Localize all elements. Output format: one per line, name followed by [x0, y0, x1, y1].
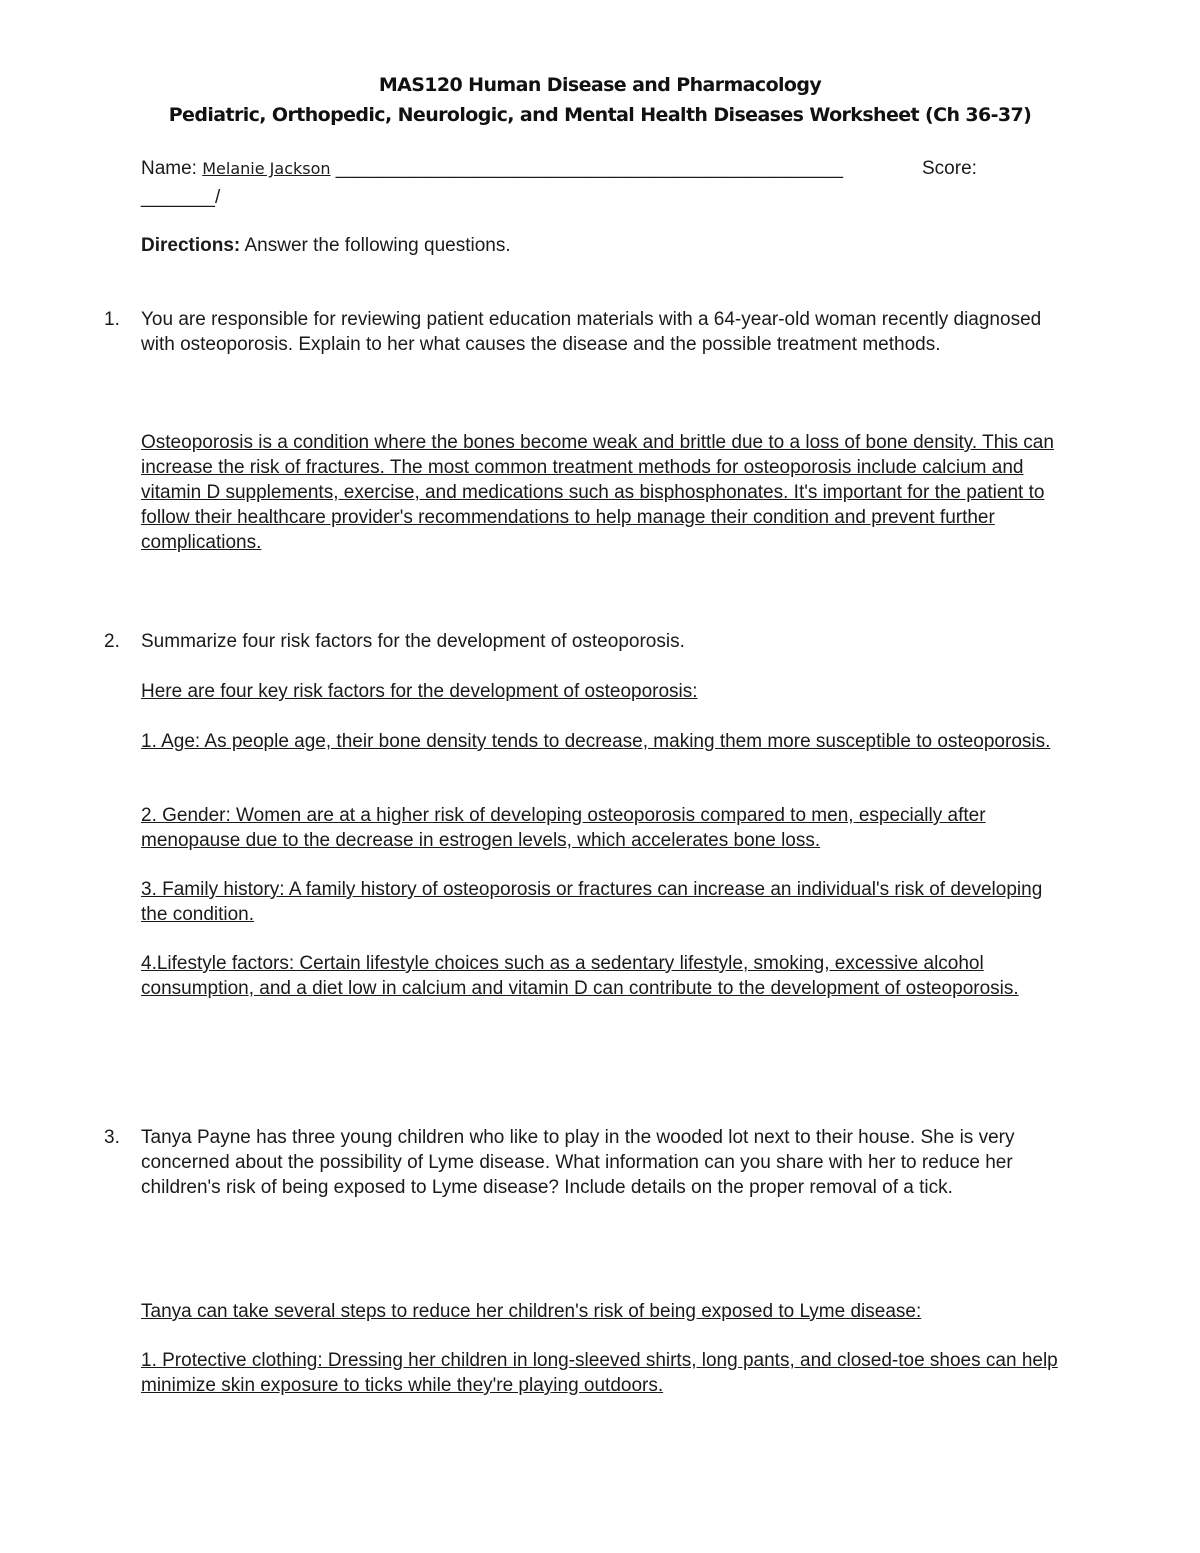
answer-paragraph: 3. Family history: A family history of osteoporosis or fractures can increase an individual's risk of developing the condition.	[141, 879, 1043, 925]
answer-paragraph: 2. Gender: Women are at a higher risk of developing osteoporosis compared to men, especially after menopause due to the decrease in estrogen levels, which accelerates bone loss.	[141, 805, 986, 851]
course-title: MAS120 Human Disease and Pharmacology	[378, 74, 822, 96]
question-number: 1.	[104, 309, 120, 330]
question-number: 2.	[104, 631, 120, 652]
answer-paragraph: Here are four key risk factors for the development of osteoporosis:	[141, 681, 698, 702]
directions-label: Directions:	[141, 235, 241, 256]
directions-text: Answer the following questions.	[240, 235, 511, 256]
name-line	[141, 156, 1041, 182]
question-text: Tanya Payne has three young children who like to play in the wooded lot next to their house. She is very concerned about the possibility of Lyme disease. What information can you share with her to reduce her children's risk of being exposed to Lyme disease? Include details on the proper removal of a tick.	[141, 1127, 1015, 1198]
question-number: 3.	[104, 1127, 120, 1148]
answer-paragraph: 4.Lifestyle factors: Certain lifestyle choices such as a sedentary lifestyle, smoking, excessive alcohol consumption, and a diet low in calcium and vitamin D can contribute to the development of osteoporosis.	[141, 953, 1019, 999]
score-label: Score:	[922, 158, 977, 179]
answer-paragraph: Osteoporosis is a condition where the bones become weak and brittle due to a loss of bone density. This can increase the risk of fractures. The most common treatment methods for osteoporosis include calcium and vitamin D supplements, exercise, and medications such as bisphosphonates. It's important for the patient to follow their healthcare provider's recommendations to help manage their condition and prevent further complications.	[141, 432, 1054, 553]
score-blank: _______/	[141, 187, 221, 208]
question-text: You are responsible for reviewing patient education materials with a 64-year-old woman recently diagnosed with osteoporosis. Explain to her what causes the disease and the possible treatment methods.	[141, 309, 1042, 355]
name-label: Name:	[141, 158, 203, 179]
answer-paragraph: 1. Protective clothing: Dressing her children in long-sleeved shirts, long pants, and closed-toe shoes can help minimize skin exposure to ticks while they're playing outdoors.	[141, 1350, 1058, 1396]
name-blank: ________________________________________________	[330, 158, 844, 179]
worksheet-title: Pediatric, Orthopedic, Neurologic, and Mental Health Diseases Worksheet (Ch 36-37)	[168, 104, 1032, 126]
directions	[141, 233, 511, 259]
document-header	[0, 70, 1200, 130]
answer-paragraph: 1. Age: As people age, their bone density tends to decrease, making them more susceptible to osteoporosis.	[141, 731, 1051, 752]
answer-paragraph: Tanya can take several steps to reduce her children's risk of being exposed to Lyme disease:	[141, 1301, 922, 1322]
student-name: Melanie Jackson	[202, 159, 331, 178]
question-text: Summarize four risk factors for the development of osteoporosis.	[141, 631, 685, 652]
